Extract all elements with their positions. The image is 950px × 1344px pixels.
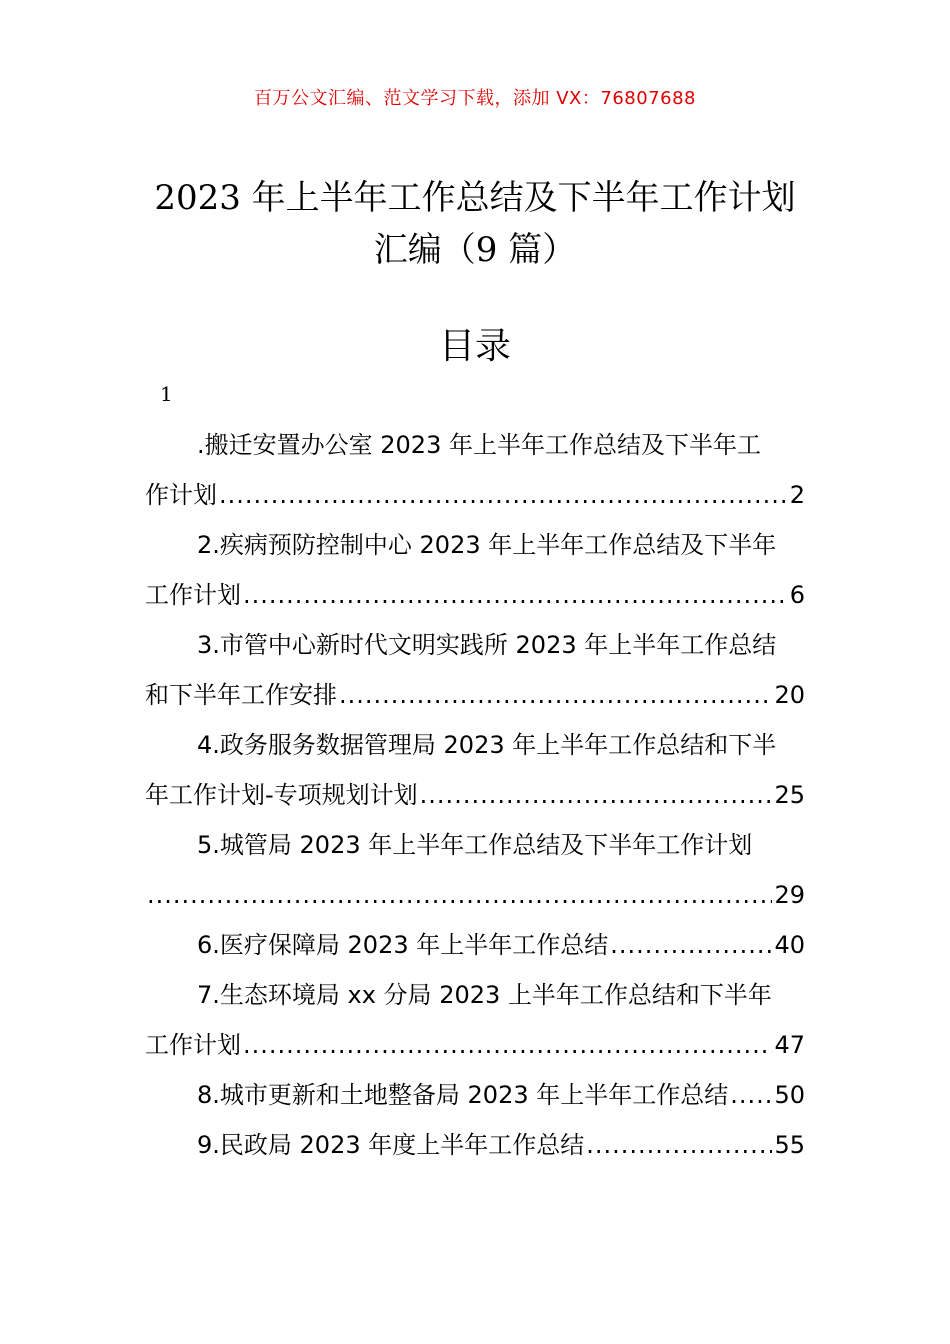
toc-entry-6[interactable] [145, 920, 805, 970]
toc-first-number: 1 [160, 382, 173, 406]
toc-page-number: 20 [774, 681, 805, 709]
toc-entry-title-cont: 工作计划 [145, 581, 241, 609]
toc-entry-8[interactable] [145, 1070, 805, 1120]
toc-entry-5[interactable] [145, 820, 805, 920]
leader-dots [243, 570, 788, 620]
leader-dots [610, 920, 772, 970]
toc-entry-title-cont: 年工作计划-专项规划计划 [145, 781, 418, 809]
toc-page-number: 6 [789, 581, 805, 609]
header-note: 百万公文汇编、范文学习下载，添加 VX：76807688 [254, 88, 696, 109]
toc-entry-7[interactable] [145, 970, 805, 1070]
toc-entry-4[interactable] [145, 720, 805, 820]
toc-entry-title: 6.医疗保障局 2023 年上半年工作总结 [197, 931, 609, 959]
toc-entry-title: 3.市管中心新时代文明实践所 2023 年上半年工作总结 [197, 631, 777, 659]
leader-dots [243, 1020, 772, 1070]
leader-dots [420, 770, 773, 820]
toc-page-number: 29 [774, 881, 805, 909]
title-line-1: 2023 年上半年工作总结及下半年工作计划 [154, 178, 796, 218]
toc-page-number: 47 [774, 1031, 805, 1059]
toc-entry-title-cont: 工作计划 [145, 1031, 241, 1059]
toc-page-number: 40 [774, 931, 805, 959]
toc-entry-title: 8.城市更新和土地整备局 2023 年上半年工作总结 [197, 1081, 729, 1109]
toc-entry-title: 2.疾病预防控制中心 2023 年上半年工作总结及下半年 [197, 531, 777, 559]
title-line-2: 汇编（9 篇） [373, 230, 577, 270]
toc-page-number: 55 [774, 1131, 805, 1159]
toc-page-number: 25 [774, 781, 805, 809]
toc-entry-title-cont: 和下半年工作安排 [145, 681, 337, 709]
leader-dots [219, 470, 788, 520]
leader-dots [339, 670, 772, 720]
toc-entry-1[interactable] [145, 420, 805, 520]
toc-heading: 目录 [438, 326, 511, 367]
toc-entry-title-cont: 作计划 [145, 481, 217, 509]
toc-entry-title: 5.城管局 2023 年上半年工作总结及下半年工作计划 [197, 831, 753, 859]
leader-dots [730, 1070, 772, 1120]
toc-entry-title: 4.政务服务数据管理局 2023 年上半年工作总结和下半 [197, 731, 777, 759]
toc-entry-3[interactable] [145, 620, 805, 720]
toc-entry-2[interactable] [145, 520, 805, 620]
leader-dots [586, 1120, 772, 1170]
toc-entry-title: 9.民政局 2023 年度上半年工作总结 [197, 1131, 585, 1159]
document-title [0, 172, 950, 276]
leader-dots [147, 870, 772, 920]
toc-entry-9[interactable] [145, 1120, 805, 1170]
toc-page-number: 50 [774, 1081, 805, 1109]
toc-page-number: 2 [789, 481, 805, 509]
table-of-contents [145, 420, 805, 1170]
toc-entry-title: .搬迁安置办公室 2023 年上半年工作总结及下半年工 [197, 431, 761, 459]
toc-entry-title: 7.生态环境局 xx 分局 2023 上半年工作总结和下半年 [197, 981, 772, 1009]
